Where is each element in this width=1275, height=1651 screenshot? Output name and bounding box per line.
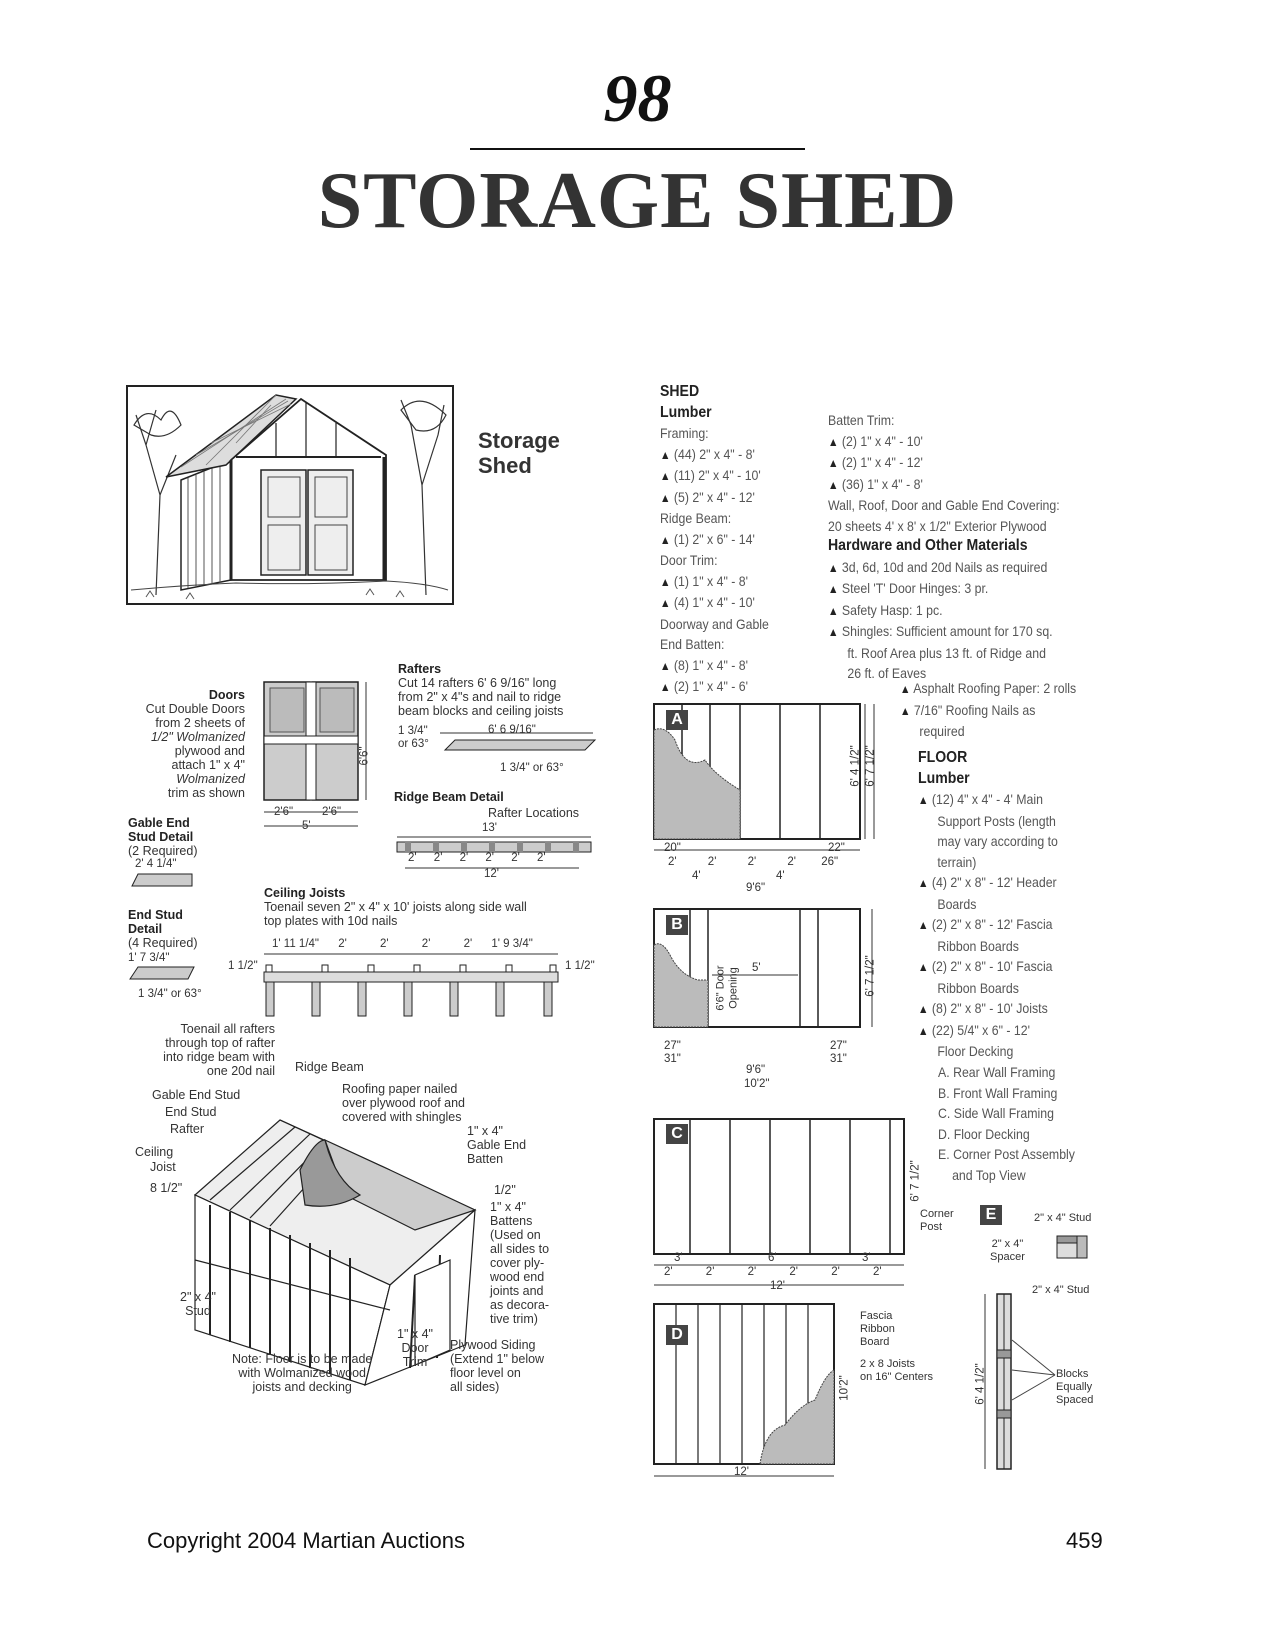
page-title: STORAGE SHED [317, 157, 958, 245]
callout-line: through top of rafter [165, 1036, 275, 1050]
roofing-items [900, 678, 1076, 742]
callout-line: wood end [490, 1270, 545, 1284]
callout-half: 1/2" [494, 1183, 516, 1197]
note-line: joists and decking [252, 1380, 352, 1394]
legend-item: D. Floor Decking [938, 1125, 1030, 1142]
gable-stud-text [128, 816, 197, 858]
diagram-c-d12: 12' [770, 1280, 785, 1292]
ceiling-joists-drawing [262, 950, 562, 1020]
doors-line: 1/2" Wolmanized [150, 730, 245, 744]
lumber-category: End Batten: [660, 636, 725, 652]
diagram-c-d3b: 3' [862, 1252, 871, 1264]
ridge-space: 2' [485, 852, 494, 864]
copyright: Copyright 2004 Martian Auctions [147, 1528, 465, 1553]
diagram-a-twos [668, 856, 838, 868]
callout-line: cover ply- [490, 1256, 545, 1270]
ridge-dim-12: 12' [484, 868, 499, 880]
shed-illustration [126, 385, 454, 605]
diagram-c-h: 6' 7 1/2" [909, 1160, 922, 1202]
end-stud-dim1: 1' 7 3/4" [128, 952, 170, 964]
end-stud-text [128, 908, 197, 950]
bullet-triangle-icon: ▲ [660, 532, 671, 547]
callout-stud [180, 1290, 216, 1318]
diagram-b-d27b: 27" [830, 1040, 847, 1052]
callout-toenail [130, 1022, 275, 1078]
hardware-heading: Hardware and Other Materials [828, 537, 1028, 554]
dim: 2' [747, 856, 757, 868]
floor-item: Boards [937, 895, 977, 912]
dim: 2' [707, 856, 717, 868]
callout-line: Plywood Siding [450, 1338, 536, 1352]
ceiling-dim: 2' [421, 938, 431, 950]
ridge-space: 2' [536, 852, 546, 864]
corner-line: Corner [920, 1208, 954, 1220]
lumber-category: Doorway and Gable [660, 615, 769, 632]
diagram-e-top-view [1055, 1232, 1091, 1262]
lumber-heading: Lumber [660, 403, 712, 421]
callout-line: Gable End [467, 1138, 527, 1152]
fascia-line: Ribbon [860, 1323, 895, 1335]
diagram-b-opening [715, 965, 741, 1010]
dim: 2' [747, 1266, 757, 1278]
shed-heading: SHED [660, 383, 700, 400]
rafters-line: Cut 14 rafters 6' 6 9/16" long [398, 676, 557, 690]
ridge-beam-title: Ridge Beam Detail [394, 790, 504, 804]
ceiling-dim: 2' [380, 938, 389, 950]
callout-line: Battens [490, 1214, 533, 1228]
callout-line: covered with shingles [342, 1110, 462, 1124]
rafters-dim-end: 1 3/4" or 63° [500, 762, 564, 774]
callout-line: 2" x 4" [180, 1290, 216, 1304]
callout-line: 1" x 4" [490, 1200, 526, 1214]
floor-item: ▲ (12) 4" x 4" - 4' Main [918, 791, 1043, 807]
note-line: Note: Floor is to be made [232, 1352, 373, 1366]
legend-item: and Top View [952, 1166, 1026, 1183]
diagram-b-h: 6' 7 1/2" [864, 955, 877, 997]
callout-rafter: Rafter [170, 1122, 205, 1136]
bullet-triangle-icon: ▲ [918, 918, 929, 932]
bullet-triangle-icon: ▲ [660, 658, 671, 673]
legend-item: E. Corner Post Assembly [938, 1146, 1075, 1162]
hardware-item: ▲ 3d, 6d, 10d and 20d Nails as required [828, 558, 1048, 575]
ceiling-joists-text [264, 886, 527, 928]
callout-line: all sides to [490, 1242, 550, 1256]
diagram-c-d6: 6' [768, 1252, 777, 1264]
ridge-space: 2' [459, 852, 469, 864]
corner-line: Post [920, 1221, 943, 1233]
diagram-d-h: 10'2" [838, 1375, 851, 1401]
dim: 26" [821, 856, 839, 868]
callout-line: floor level on [450, 1366, 521, 1380]
end-stud-dim2: 1 3/4" or 63° [138, 988, 202, 1000]
hero-caption-line1: Storage [478, 428, 560, 453]
hardware-item: ▲ Steel 'T' Door Hinges: 3 pr. [828, 580, 989, 596]
diagram-e-h: 6' 4 1/2" [974, 1363, 987, 1405]
doors-dim-total: 5' [302, 820, 311, 832]
diagram-e-letter: E [980, 1205, 1002, 1225]
ridge-space: 2' [433, 852, 443, 864]
callout-end-stud: End Stud [165, 1105, 217, 1119]
ridge-space: 2' [408, 852, 417, 864]
doors-title: Doors [208, 688, 245, 702]
roofing-nails-cont: required [919, 723, 965, 739]
joists-line: 2 x 8 Joists [860, 1358, 916, 1370]
diagram-c-d3a: 3' [674, 1252, 683, 1264]
legend-item: C. Side Wall Framing [938, 1105, 1054, 1121]
diagram-b-d96: 9'6" [746, 1064, 766, 1076]
doors-line: plywood and [174, 744, 245, 758]
ceiling-dim: 2' [338, 938, 347, 950]
diagram-a-h1: 6' 4 1/2" [849, 745, 862, 787]
lumber-category: Door Trim: [660, 552, 718, 568]
floor-item: Floor Decking [937, 1043, 1014, 1059]
callout-ridge-beam: Ridge Beam [295, 1060, 364, 1074]
fascia-line: Board [860, 1336, 890, 1348]
gable-stud-title1: Gable End [128, 816, 190, 830]
callout-line: Trim [402, 1355, 428, 1369]
hardware-item: ▲ Shingles: Sufficient amount for 170 sq. [828, 623, 1053, 639]
rafters-dim-angle1: 1 3/4" [398, 725, 428, 737]
covering-line: Wall, Roof, Door and Gable End Covering: [828, 497, 1060, 513]
doors-dim-right: 2'6" [322, 806, 342, 818]
callout-line: into ridge beam with [163, 1050, 275, 1064]
rafters-title: Rafters [398, 662, 442, 676]
spacer-line: 2" x 4" [991, 1238, 1024, 1250]
doors-line: from 2 sheets of [155, 716, 245, 730]
callout-door-trim [397, 1327, 433, 1369]
gable-stud-title2: Stud Detail [128, 830, 194, 844]
lumber-item: ▲ (1) 2" x 6" - 14' [660, 530, 755, 547]
diagram-d-w: 12' [734, 1466, 749, 1478]
callout-siding [450, 1338, 544, 1394]
floor-item: ▲ (4) 2" x 8" - 12' Header [918, 874, 1057, 890]
callout-line: (Used on [490, 1228, 541, 1242]
diagram-e-blocks [1056, 1368, 1093, 1407]
rafters-dim-length: 6' 6 9/16" [488, 724, 536, 736]
lumber-item: ▲ (2) 1" x 4" - 6' [660, 678, 748, 694]
ceiling-dim-right: 1 1/2" [565, 960, 595, 972]
diagram-e-spacer [990, 1238, 1025, 1264]
dim: 2' [831, 1266, 840, 1278]
floor-item: ▲ (2) 2" x 8" - 10' Fascia [918, 958, 1053, 974]
lumber-item: ▲ (5) 2" x 4" - 12' [660, 488, 755, 505]
batten-item: ▲ (2) 1" x 4" - 12' [828, 454, 923, 470]
ceiling-joists-title: Ceiling Joists [264, 886, 346, 900]
ceiling-joists-line: top plates with 10d nails [264, 914, 398, 928]
dim: 2' [787, 856, 796, 868]
floor-heading: FLOOR [918, 749, 968, 766]
diagram-a-d96: 9'6" [746, 882, 766, 894]
doors-line: Cut Double Doors [145, 702, 245, 716]
diagram-a-d20: 20" [664, 842, 681, 854]
batten-trim-label: Batten Trim: [828, 412, 895, 428]
ridge-space: 2' [511, 852, 520, 864]
title-rule [470, 148, 805, 150]
hero-caption [478, 428, 560, 478]
bullet-triangle-icon: ▲ [918, 1002, 929, 1016]
diagram-c-letter: C [666, 1124, 688, 1144]
floor-item: ▲ (8) 2" x 8" - 10' Joists [918, 1000, 1048, 1016]
floor-item: may vary according to [937, 833, 1058, 849]
hero-caption-line2: Shed [478, 453, 532, 478]
floor-list [918, 789, 1058, 1062]
diagram-a-d4a: 4' [692, 870, 701, 882]
chapter-number: 98 [603, 60, 672, 136]
diagram-d-letter: D [666, 1325, 688, 1345]
floor-item: terrain) [937, 853, 977, 870]
rafter-locations: Rafter Locations [488, 806, 580, 820]
floor-materials [918, 748, 1058, 1062]
rafters-line: beam blocks and ceiling joists [398, 704, 564, 718]
diagram-b-letter: B [666, 915, 688, 935]
diagram-e-leaders [1010, 1330, 1060, 1410]
callout-line: one 20d nail [206, 1064, 275, 1078]
callout-gable-end-stud: Gable End Stud [152, 1088, 241, 1102]
floor-item: ▲ (2) 2" x 8" - 12' Fascia [918, 916, 1053, 932]
callout-line: tive trim) [490, 1312, 538, 1326]
framing-perspective-drawing [175, 1100, 495, 1390]
ceiling-dim: 1' 9 3/4" [491, 938, 533, 950]
blocks-line: Equally [1056, 1381, 1093, 1393]
callout-battens [490, 1200, 549, 1326]
lumber-category: Framing: [660, 425, 709, 441]
rafters-dim-angle2: or 63° [398, 738, 429, 750]
floor-item: Support Posts (length [937, 812, 1056, 829]
note-line: with Wolmanized wood [238, 1366, 366, 1380]
gable-stud-drawing [130, 872, 195, 888]
diagram-c-side-wall [650, 1115, 910, 1290]
diagram-e-stud-top: 2" x 4" Stud [1034, 1212, 1092, 1224]
bullet-triangle-icon: ▲ [660, 447, 671, 462]
callout-line: Stud [185, 1304, 211, 1318]
callout-line: over plywood roof and [342, 1096, 465, 1110]
lumber-item: ▲ (4) 1" x 4" - 10' [660, 594, 755, 610]
gable-stud-dim: 2' 4 1/4" [135, 858, 177, 870]
callout-line: all sides) [450, 1380, 500, 1394]
dim: 2' [872, 1266, 882, 1278]
spacer-line: Spacer [990, 1251, 1025, 1263]
floor-lumber-heading: Lumber [918, 769, 970, 787]
blocks-line: Spaced [1056, 1394, 1094, 1406]
floor-item: Ribbon Boards [937, 937, 1019, 954]
diagram-b-d102: 10'2" [744, 1078, 770, 1090]
materials-col2 [828, 410, 1060, 684]
bullet-triangle-icon: ▲ [660, 680, 671, 694]
bullet-triangle-icon: ▲ [660, 469, 671, 483]
doors-text [120, 688, 245, 800]
floor-item: ▲ (22) 5/4" x 6" - 12' [918, 1021, 1030, 1038]
diagram-a-h2: 6' 7 1/2" [864, 745, 877, 787]
bullet-triangle-icon: ▲ [660, 596, 671, 610]
callout-line: (Extend 1" below [450, 1352, 545, 1366]
bullet-triangle-icon: ▲ [918, 960, 929, 974]
covering-line: 20 sheets 4' x 8' x 1/2" Exterior Plywood [828, 517, 1047, 534]
framing-note [232, 1352, 372, 1394]
diagram-d-fascia [860, 1310, 895, 1349]
ceiling-dims [272, 938, 533, 950]
roofing-nails: ▲ 7/16" Roofing Nails as [900, 701, 1036, 718]
hardware-item: ▲ Safety Hasp: 1 pc. [828, 601, 943, 618]
end-stud-note: (4 Required) [128, 936, 198, 950]
diagram-b-w5: 5' [752, 962, 761, 974]
lumber-list [660, 423, 769, 698]
callout-line: as decora- [490, 1298, 550, 1312]
doors-line: trim as shown [167, 786, 245, 800]
hardware-cont: 26 ft. of Eaves [847, 665, 927, 681]
end-stud-title2: Detail [128, 922, 163, 936]
diagram-c-corner [920, 1208, 954, 1234]
doors-dim-left: 2'6" [274, 806, 294, 818]
joists-line: on 16" Centers [860, 1371, 934, 1383]
dim: 2' [705, 1266, 715, 1278]
page-number: 459 [1066, 1528, 1103, 1553]
batten-item: ▲ (36) 1" x 4" - 8' [828, 475, 923, 492]
callout-line: joints and [490, 1284, 544, 1298]
lumber-item: ▲ (44) 2" x 4" - 8' [660, 445, 755, 462]
rafter-drawing [435, 728, 600, 758]
opening-line: 6'6" Door [714, 965, 727, 1011]
diagram-a-d22: 22" [828, 842, 845, 854]
callout-eight-half: 8 1/2" [150, 1181, 183, 1195]
diagram-a-letter: A [666, 710, 688, 730]
lumber-item: ▲ (8) 1" x 4" - 8' [660, 656, 748, 673]
gable-stud-note: (2 Required) [128, 844, 198, 858]
ridge-dim-13: 13' [482, 822, 497, 834]
doors-line: Wolmanized [176, 772, 245, 786]
diagram-b-d31b: 31" [830, 1053, 847, 1065]
bullet-triangle-icon: ▲ [918, 876, 929, 890]
bullet-triangle-icon: ▲ [660, 574, 671, 589]
ridge-spacing [408, 852, 546, 864]
callout-line: 1" x 4" [467, 1124, 503, 1138]
rafters-line: from 2" x 4"s and nail to ridge [398, 690, 562, 704]
diagram-legend [938, 1062, 1075, 1185]
batten-item: ▲ (2) 1" x 4" - 10' [828, 432, 923, 449]
legend-item: A. Rear Wall Framing [938, 1064, 1056, 1080]
lumber-item: ▲ (1) 1" x 4" - 8' [660, 572, 748, 589]
doors-dim-height: 6'6" [358, 746, 371, 766]
diagram-c-twos [664, 1266, 882, 1278]
doors-line: attach 1" x 4" [171, 758, 245, 772]
materials-col1 [660, 382, 769, 698]
diagram-b-d31a: 31" [664, 1053, 681, 1065]
lumber-category: Ridge Beam: [660, 510, 732, 526]
diagram-d-joists [860, 1358, 933, 1384]
end-stud-drawing [128, 965, 198, 981]
bullet-triangle-icon: ▲ [918, 793, 929, 807]
rafters-text [398, 662, 563, 718]
dim: 2' [664, 1266, 673, 1278]
callout-line: 1" x 4" [397, 1327, 433, 1341]
callout-line: Batten [467, 1152, 504, 1166]
roofing-paper: ▲ Asphalt Roofing Paper: 2 rolls [900, 680, 1077, 696]
hardware-cont: ft. Roof Area plus 13 ft. of Ridge and [847, 644, 1046, 661]
callout-line: Roofing paper nailed [342, 1082, 458, 1096]
bullet-triangle-icon: ▲ [660, 490, 671, 505]
end-stud-title1: End Stud [128, 908, 183, 922]
callout-line: Door [401, 1341, 429, 1355]
lumber-item: ▲ (11) 2" x 4" - 10' [660, 467, 761, 483]
callout-batten [467, 1124, 526, 1166]
callout-joist: Joist [150, 1160, 176, 1174]
fascia-line: Fascia [860, 1310, 893, 1322]
dim: 2' [789, 1266, 798, 1278]
diagram-e-stud-bottom: 2" x 4" Stud [1032, 1284, 1090, 1296]
legend-item: B. Front Wall Framing [938, 1084, 1058, 1101]
diagram-b-d27a: 27" [664, 1040, 681, 1052]
floor-item: Ribbon Boards [937, 979, 1019, 996]
ceiling-joists-line: Toenail seven 2" x 4" x 10' joists along side wall [264, 900, 527, 914]
blocks-line: Blocks [1056, 1368, 1089, 1380]
callout-ceiling: Ceiling [135, 1145, 174, 1159]
callout-line: Toenail all rafters [180, 1022, 275, 1036]
ceiling-dim: 2' [463, 938, 473, 950]
opening-line: Opening [727, 967, 740, 1009]
diagram-a-d4b: 4' [776, 870, 785, 882]
ceiling-dim-left: 1 1/2" [228, 960, 258, 972]
callout-roofing [342, 1082, 465, 1124]
dim: 2' [668, 856, 677, 868]
ceiling-dim: 1' 11 1/4" [272, 938, 319, 950]
bullet-triangle-icon: ▲ [918, 1023, 929, 1038]
